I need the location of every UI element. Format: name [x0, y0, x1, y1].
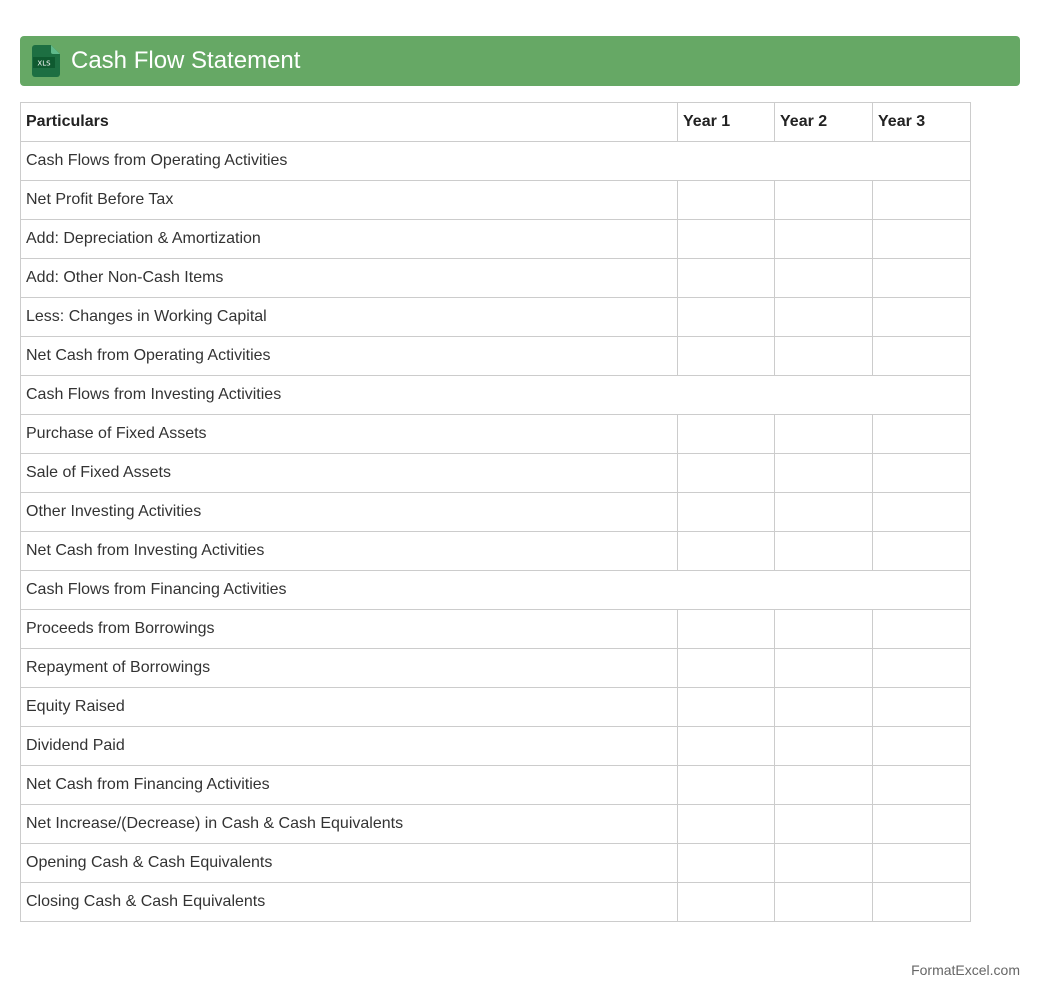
table-row [21, 610, 971, 649]
year-3-cell[interactable] [873, 415, 971, 454]
year-3-cell[interactable] [873, 766, 971, 805]
table-row [21, 259, 971, 298]
year-2-cell[interactable] [775, 454, 873, 493]
table-row [21, 337, 971, 376]
year-3-cell[interactable] [873, 688, 971, 727]
cash-flow-table [20, 102, 971, 922]
year-3-cell[interactable] [873, 181, 971, 220]
year-3-cell[interactable] [873, 727, 971, 766]
year-1-cell[interactable] [678, 688, 775, 727]
year-2-cell[interactable] [775, 181, 873, 220]
section-header-row [21, 571, 971, 610]
year-1-cell[interactable] [678, 610, 775, 649]
year-1-cell[interactable] [678, 766, 775, 805]
year-2-cell[interactable] [775, 766, 873, 805]
table-row [21, 844, 971, 883]
year-2-cell[interactable] [775, 298, 873, 337]
year-1-cell[interactable] [678, 259, 775, 298]
table-row [21, 649, 971, 688]
year-1-cell[interactable] [678, 727, 775, 766]
page-title: Cash Flow Statement [71, 47, 301, 74]
row-label: Add: Depreciation & Amortization [21, 220, 678, 259]
row-label: Opening Cash & Cash Equivalents [21, 844, 678, 883]
year-2-cell[interactable] [775, 220, 873, 259]
year-1-cell[interactable] [678, 298, 775, 337]
table-body [21, 142, 971, 922]
column-header-year-1: Year 1 [678, 103, 775, 142]
table-row [21, 493, 971, 532]
year-2-cell[interactable] [775, 610, 873, 649]
year-2-cell[interactable] [775, 844, 873, 883]
year-3-cell[interactable] [873, 649, 971, 688]
row-label: Sale of Fixed Assets [21, 454, 678, 493]
row-label: Closing Cash & Cash Equivalents [21, 883, 678, 922]
year-3-cell[interactable] [873, 454, 971, 493]
year-1-cell[interactable] [678, 181, 775, 220]
row-label: Proceeds from Borrowings [21, 610, 678, 649]
year-3-cell[interactable] [873, 883, 971, 922]
column-header-year-3: Year 3 [873, 103, 971, 142]
year-3-cell[interactable] [873, 532, 971, 571]
year-3-cell[interactable] [873, 337, 971, 376]
year-1-cell[interactable] [678, 844, 775, 883]
table-row [21, 727, 971, 766]
table-row [21, 454, 971, 493]
year-1-cell[interactable] [678, 337, 775, 376]
year-3-cell[interactable] [873, 844, 971, 883]
column-header-year-2: Year 2 [775, 103, 873, 142]
table-header-row [21, 103, 971, 142]
row-label: Dividend Paid [21, 727, 678, 766]
table-row [21, 298, 971, 337]
column-header-particulars: Particulars [21, 103, 678, 142]
year-3-cell[interactable] [873, 259, 971, 298]
table-row [21, 883, 971, 922]
table-row [21, 415, 971, 454]
year-3-cell[interactable] [873, 805, 971, 844]
year-2-cell[interactable] [775, 493, 873, 532]
row-label: Add: Other Non-Cash Items [21, 259, 678, 298]
row-label: Net Profit Before Tax [21, 181, 678, 220]
year-1-cell[interactable] [678, 220, 775, 259]
year-1-cell[interactable] [678, 883, 775, 922]
table-row [21, 688, 971, 727]
row-label: Less: Changes in Working Capital [21, 298, 678, 337]
section-label: Cash Flows from Investing Activities [21, 376, 971, 415]
year-3-cell[interactable] [873, 220, 971, 259]
year-2-cell[interactable] [775, 805, 873, 844]
svg-text:XLS: XLS [37, 59, 51, 68]
row-label: Net Increase/(Decrease) in Cash & Cash Equivalents [21, 805, 678, 844]
year-2-cell[interactable] [775, 883, 873, 922]
row-label: Equity Raised [21, 688, 678, 727]
year-3-cell[interactable] [873, 298, 971, 337]
section-label: Cash Flows from Financing Activities [21, 571, 971, 610]
year-1-cell[interactable] [678, 454, 775, 493]
year-1-cell[interactable] [678, 805, 775, 844]
year-2-cell[interactable] [775, 532, 873, 571]
table-row [21, 181, 971, 220]
year-2-cell[interactable] [775, 688, 873, 727]
year-2-cell[interactable] [775, 727, 873, 766]
year-1-cell[interactable] [678, 532, 775, 571]
row-label: Repayment of Borrowings [21, 649, 678, 688]
year-3-cell[interactable] [873, 493, 971, 532]
table-row [21, 220, 971, 259]
title-bar [20, 36, 1020, 86]
row-label: Net Cash from Operating Activities [21, 337, 678, 376]
year-2-cell[interactable] [775, 415, 873, 454]
footer-credit: FormatExcel.com [911, 962, 1020, 978]
row-label: Net Cash from Investing Activities [21, 532, 678, 571]
row-label: Net Cash from Financing Activities [21, 766, 678, 805]
year-2-cell[interactable] [775, 649, 873, 688]
section-label: Cash Flows from Operating Activities [21, 142, 971, 181]
year-1-cell[interactable] [678, 415, 775, 454]
row-label: Other Investing Activities [21, 493, 678, 532]
year-3-cell[interactable] [873, 610, 971, 649]
table-row [21, 532, 971, 571]
year-1-cell[interactable] [678, 649, 775, 688]
section-header-row [21, 376, 971, 415]
year-2-cell[interactable] [775, 259, 873, 298]
row-label: Purchase of Fixed Assets [21, 415, 678, 454]
table-row [21, 766, 971, 805]
year-1-cell[interactable] [678, 493, 775, 532]
excel-file-icon [32, 45, 60, 77]
year-2-cell[interactable] [775, 337, 873, 376]
section-header-row [21, 142, 971, 181]
table-row [21, 805, 971, 844]
